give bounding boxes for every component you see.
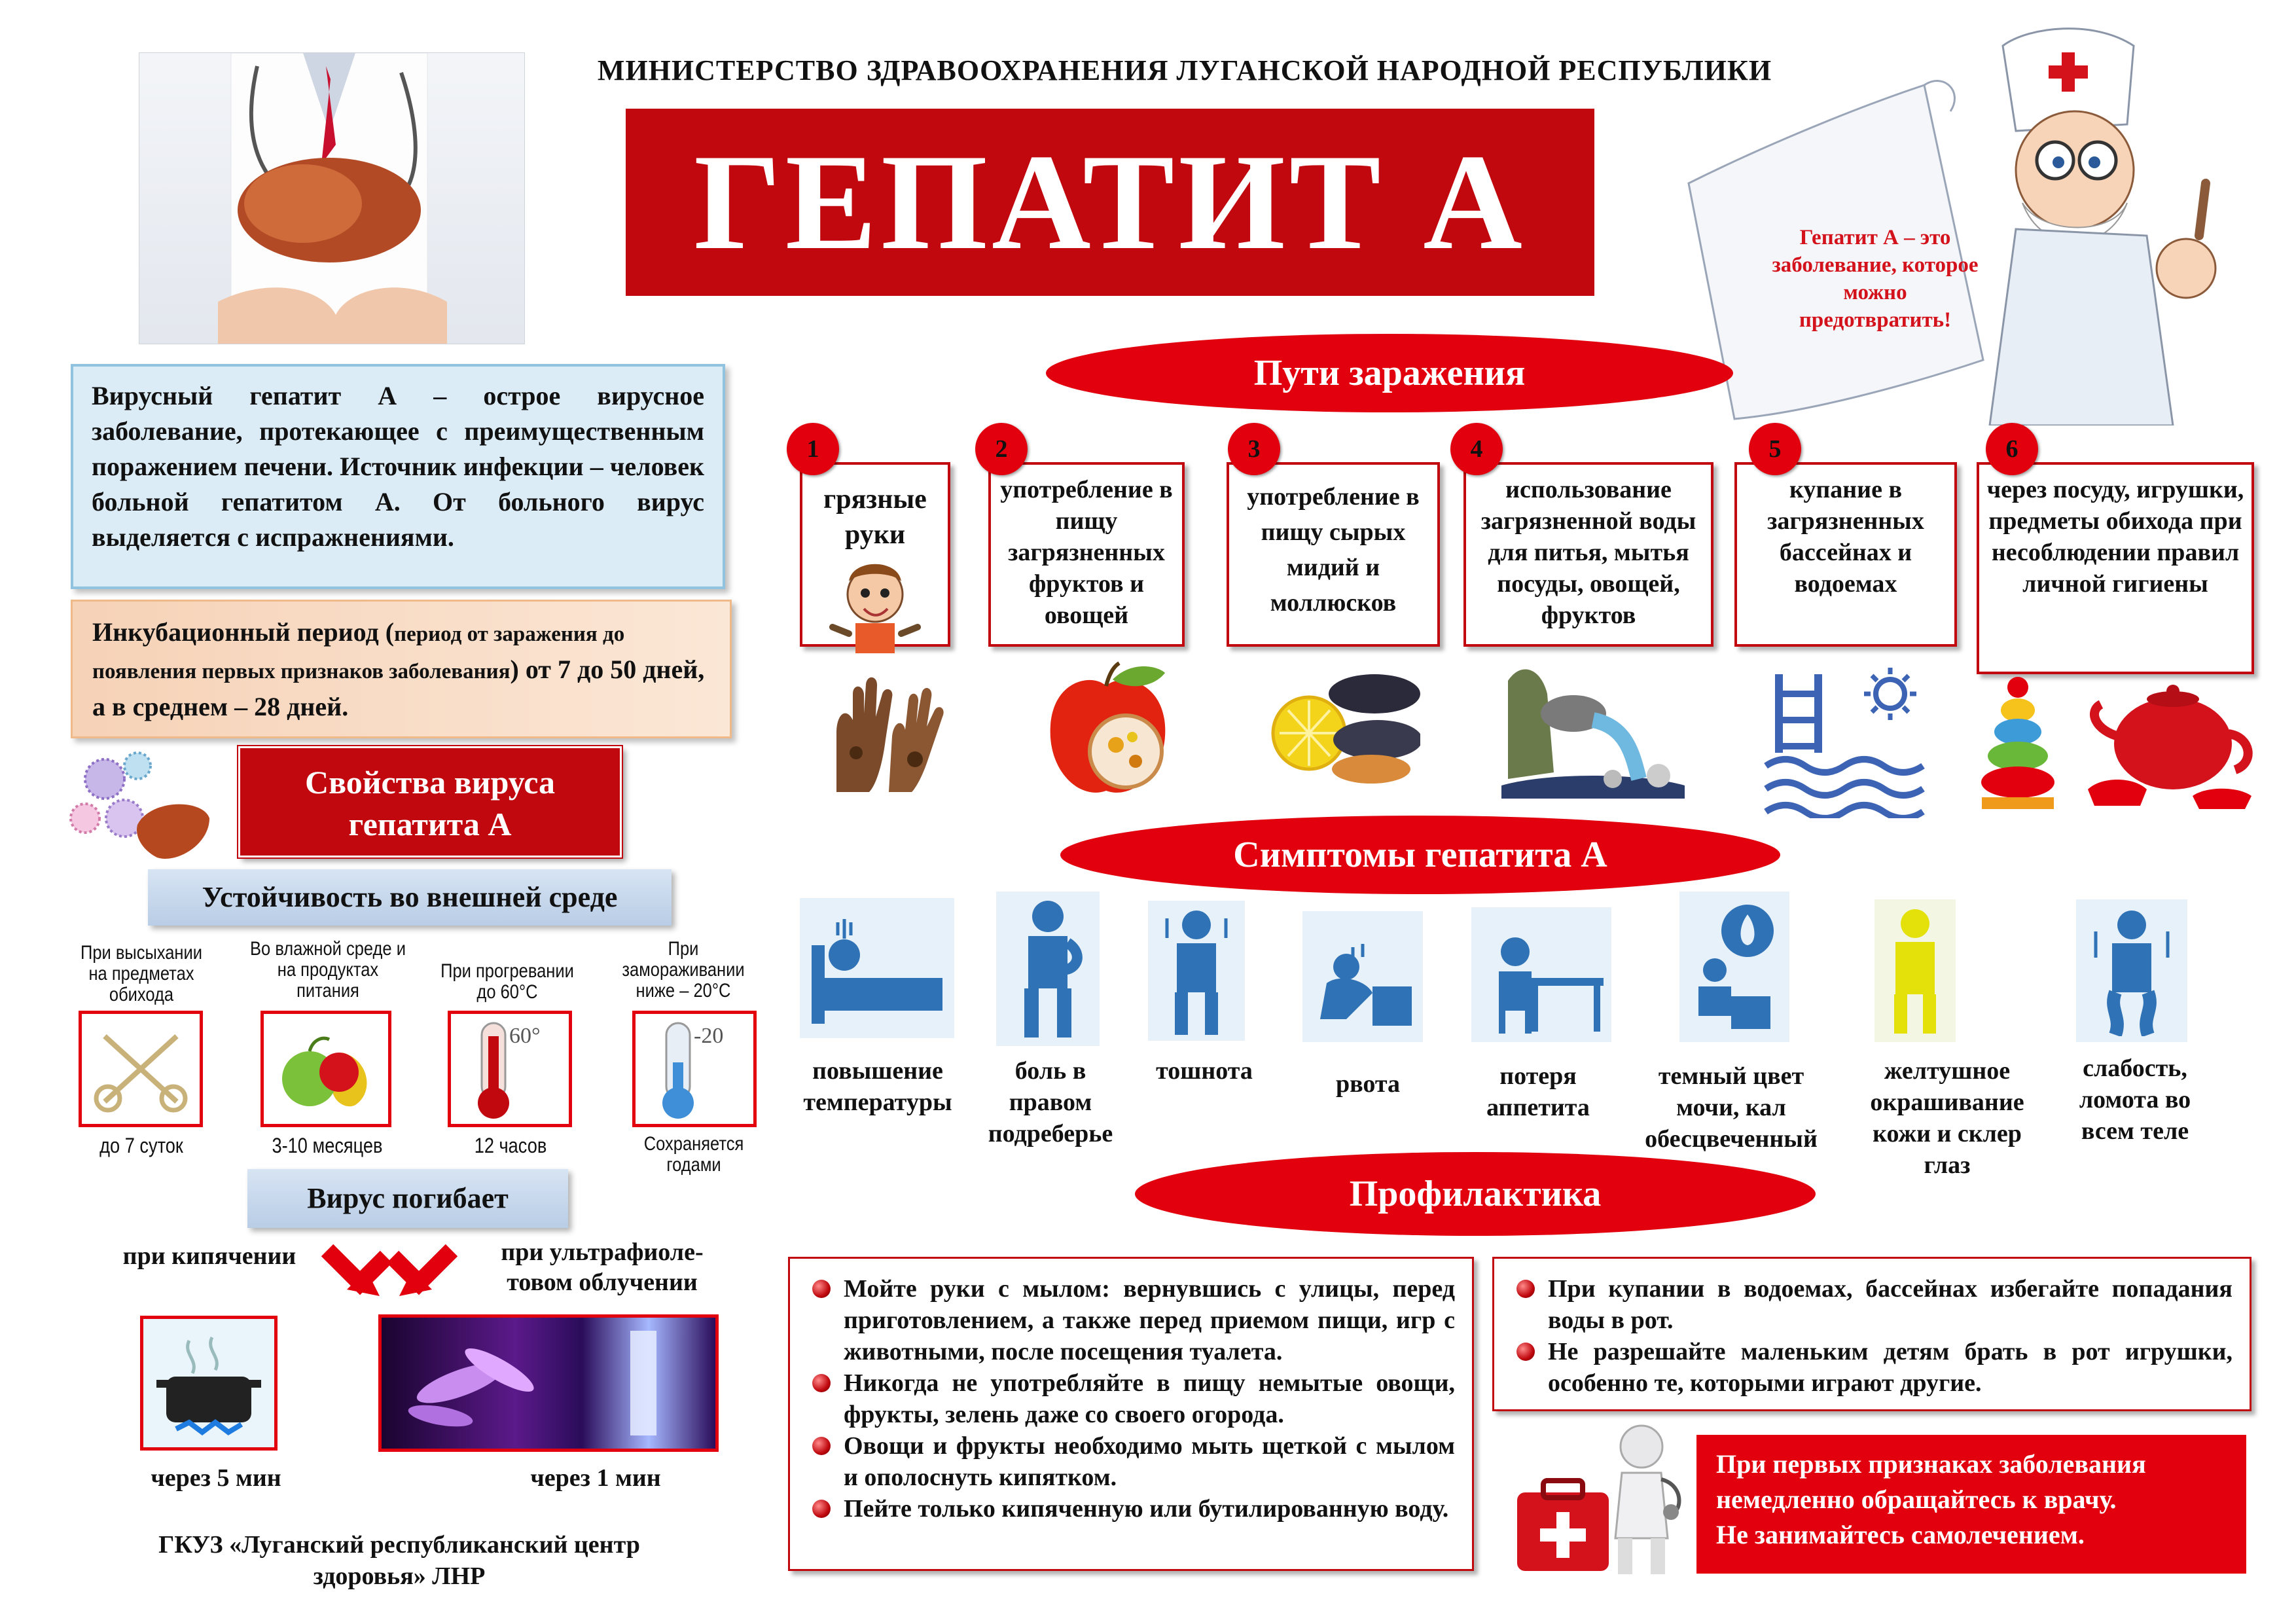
prop-1-duration: до 7 суток [99, 1134, 183, 1157]
symptom-appetite-icon [1471, 907, 1611, 1042]
prevention-left-box [788, 1257, 1474, 1571]
symptom-label-4: рвота [1335, 1070, 1401, 1098]
symptom-urine-icon [1679, 892, 1789, 1042]
boiling-label: при кипячении [122, 1242, 296, 1270]
pyramid-toy-icon [1975, 674, 2060, 812]
mussels-lemon-icon [1263, 655, 1420, 785]
virus-liver-illustration [59, 740, 216, 871]
route-1-number: 1 [787, 423, 839, 475]
resistance-label: Устойчивость во внешней среде [148, 869, 672, 926]
teapot-icon [2081, 672, 2258, 812]
first-aid-figure-icon [1504, 1420, 1694, 1578]
warning-line-3: Не занимайтесь самолечением. [1716, 1520, 2085, 1549]
symptom-label-3: тошнота [1156, 1057, 1253, 1085]
symptom-label-5: потеря аппетита [1486, 1062, 1590, 1121]
down-arrows [321, 1231, 458, 1303]
route-1 [800, 462, 950, 647]
prevention-left-1: Мойте руки с мылом: вернувшись с улицы, перед приготовлением, а также перед приемом пищи, игр с животными, после посещения туалета. [807, 1273, 1455, 1367]
prevention-title: Профилактика [1135, 1152, 1816, 1236]
thermometer-cold-icon [639, 1017, 750, 1121]
route-3: употребление в пищу сырых мидий и моллюсков [1227, 462, 1440, 647]
prevention-right-1: При купании в водоемах, бассейнах избегайте попадания воды в рот. [1511, 1273, 2233, 1336]
route-1-text: грязные руки [823, 484, 927, 550]
prop-4-duration: Сохраняется годами [643, 1133, 744, 1176]
boiling-pot-icon [150, 1327, 268, 1439]
prop-2-condition: Во влажной среде и на продуктах питания [250, 938, 406, 1001]
organization: ГКУЗ «Луганский республиканский центр здоровья» ЛНР [158, 1531, 640, 1590]
uv-bacteria-icon [382, 1318, 715, 1449]
pool-icon [1759, 661, 1929, 818]
prevention-left-4: Пейте только кипяченную или бутилированную воду. [807, 1493, 1455, 1525]
prevention-left-2: Никогда не употребляйте в пищу немытые овощи, фрукты, зелень даже со своего огорода. [807, 1367, 1455, 1430]
symptom-pain-icon [996, 892, 1100, 1046]
routes-title: Пути заражения [1046, 334, 1733, 412]
doctor-note: Гепатит А – это заболевание, которое можно предотвратить! [1772, 226, 1979, 332]
dirty-hands-icon [817, 674, 948, 799]
ministry-title: МИНИСТЕРСТВО ЗДРАВООХРАНЕНИЯ ЛУГАНСКОЙ НАРОДНОЙ РЕСПУБЛИКИ [597, 54, 1772, 86]
dirty-kid-icon [819, 555, 931, 653]
prop-1-frame [79, 1011, 203, 1127]
fruits-icon [270, 1026, 382, 1111]
incubation-value: ) от 7 до 50 дней, а в среднем – 28 дней. [92, 655, 705, 721]
prop-4-gauge: -20 [694, 1024, 724, 1048]
main-title: ГЕПАТИТ А [626, 109, 1594, 296]
symptom-label-8: слабость, ломота во всем теле [2079, 1055, 2191, 1145]
doctor-liver-photo [139, 52, 525, 344]
scissors-icon [92, 1023, 190, 1115]
warning-line-1: При первых признаках заболевания [1716, 1449, 2146, 1479]
route-4: использование загрязненной воды для питья, мытья посуды, овощей, фруктов [1463, 462, 1713, 647]
prop-2-duration: 3-10 месяцев [272, 1134, 383, 1157]
incubation-label: Инкубационный период ( [92, 617, 395, 647]
symptoms-title: Симптомы гепатита А [1060, 816, 1780, 894]
polluted-water-icon [1495, 655, 1691, 799]
route-2-number: 2 [975, 423, 1028, 475]
prop-4-frame [632, 1011, 757, 1127]
symptom-fever-icon [800, 898, 954, 1038]
virus-dies-label: Вирус погибает [247, 1169, 568, 1228]
route-5: купание в загрязненных бассейнах и водоемах [1734, 462, 1957, 647]
prop-2-frame [260, 1011, 391, 1127]
route-5-number: 5 [1749, 423, 1801, 475]
symptom-jaundice-icon [1874, 899, 1956, 1042]
symptom-vomit-icon [1302, 911, 1423, 1042]
route-4-number: 4 [1450, 423, 1503, 475]
route-6-number: 6 [1986, 423, 2038, 475]
uv-label: при ультрафиоле-товом облучении [501, 1238, 704, 1296]
prop-1-condition: При высыхании на предметах обихода [80, 942, 203, 1005]
prop-3-condition: При прогревании до 60°С [440, 960, 574, 1003]
symptom-nausea-icon [1148, 901, 1245, 1041]
boiling-time: через 5 мин [151, 1464, 281, 1492]
route-6: через посуду, игрушки, предметы обихода при несоблюдении правил личной гигиены [1977, 462, 2254, 674]
symptom-label-1: повышение температуры [803, 1057, 952, 1116]
incubation-note: период от заражения до появления первых признаков заболевания [92, 623, 625, 683]
uv-time: через 1 мин [530, 1464, 661, 1492]
prop-3-frame [448, 1011, 572, 1127]
prevention-right-box [1492, 1257, 2251, 1411]
apple-germs-icon [1041, 660, 1178, 804]
symptom-label-2: боль в правом подреберье [988, 1057, 1113, 1147]
prevention-right-2: Не разрешайте маленьким детям брать в рот игрушки, особенно те, которыми играют другие. [1511, 1336, 2233, 1399]
prop-3-gauge: 60° [509, 1024, 541, 1048]
symptom-label-6: темный цвет мочи, кал обесцвеченный [1645, 1062, 1818, 1153]
symptom-weakness-icon [2076, 899, 2187, 1042]
warning-line-2: немедленно обращайтесь к врачу. [1716, 1485, 2117, 1514]
doctor-cartoon [1676, 20, 2265, 425]
prop-4-condition: При замораживании ниже – 20°С [622, 938, 745, 1001]
properties-title: Свойства вируса гепатита А [238, 746, 622, 857]
route-3-number: 3 [1228, 423, 1280, 475]
prevention-left-3: Овощи и фрукты необходимо мыть щеткой с мылом и ополоснуть кипятком. [807, 1430, 1455, 1493]
thermometer-hot-icon [454, 1017, 565, 1121]
boiling-frame [140, 1316, 278, 1451]
symptom-label-7: желтушное окрашивание кожи и склер глаз [1870, 1057, 2024, 1179]
route-2: употребление в пищу загрязненных фруктов и овощей [988, 462, 1185, 647]
definition-box: Вирусный гепатит А – острое вирусное заболевание, протекающее с преимущественным поражением печени. Источник инфекции – человек больной гепатитом А. От больного вирус выделяется с испражнениями. [71, 364, 725, 589]
uv-frame [378, 1314, 719, 1452]
prop-3-duration: 12 часов [474, 1134, 547, 1157]
incubation-box [71, 600, 732, 738]
warning-box [1696, 1435, 2246, 1574]
